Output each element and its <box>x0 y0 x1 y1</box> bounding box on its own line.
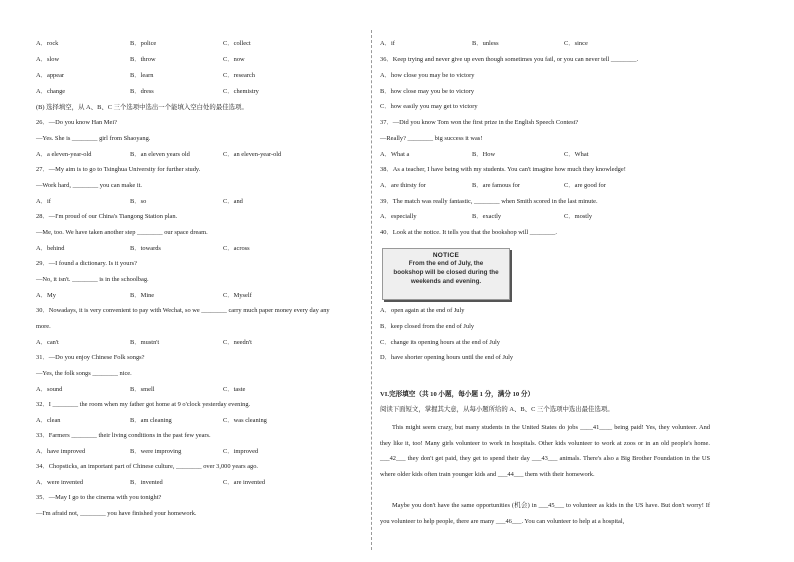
notice-title: NOTICE <box>432 252 460 259</box>
q26-c: C．an eleven-year-old <box>223 151 282 158</box>
q23-a: A．slow <box>36 56 60 63</box>
q40-c: C．change its opening hours at the end of July <box>380 339 500 346</box>
q36-stem: 36．Keep trying and never give up even though sometimes you fail, or you can never tell ________. <box>380 56 639 63</box>
q31-c: C．taste <box>223 386 246 393</box>
q30-b: B．mustn't <box>130 339 160 346</box>
q27-a: A．if <box>36 198 51 205</box>
q29-a: A．My <box>36 292 56 299</box>
q27-c: C．and <box>223 198 243 205</box>
q39-b: B．exactly <box>472 213 502 220</box>
q26-a: A．a eleven-year-old <box>36 151 92 158</box>
q23-c: C．now <box>223 56 245 63</box>
q34-c: C．are invented <box>223 479 266 486</box>
q30-stem: 30．Nowadays, it is very convenient to pay with Wechat, so we ________ carry much paper money every day any <box>36 307 330 314</box>
q30-a: A．can't <box>36 339 59 346</box>
q35-stem: 35．—May I go to the cinema with you tonight? <box>36 494 162 501</box>
q37-stem: 37．—Did you know Tom won the first prize in the English Speech Contest? <box>380 119 579 126</box>
q39-a: A．especially <box>380 213 417 220</box>
q36-b: B．how close may you be to victory <box>380 88 475 95</box>
q33-b: B．were improving <box>130 448 182 455</box>
q29-stem: 29．—I found a dictionary. Is it yours? <box>36 260 137 267</box>
notice-line-2: bookshop will be closed during the <box>393 269 499 276</box>
q22-b: B．police <box>130 40 157 47</box>
q39-c: C．mostly <box>564 213 593 220</box>
q40-b: B．keep closed from the end of July <box>380 323 475 330</box>
column-divider <box>371 30 372 550</box>
q24-b: B．learn <box>130 72 154 79</box>
section-b-instruction: (B) 选择填空，从 A、B、C 三个选项中选出一个能填入空白处的最佳选项。 <box>36 104 248 111</box>
q33-c: C．improved <box>223 448 259 455</box>
q35-a: A．if <box>380 40 395 47</box>
q38-c: C．are good for <box>564 182 606 189</box>
section6-title: VI.完形填空（共 10 小题，每小题 1 分，满分 10 分） <box>380 391 535 398</box>
q32-stem: 32．I ________ the room when my father got home at 9 o'clock yesterday evening. <box>36 401 251 408</box>
q33-stem: 33．Farmers ________ their living conditions in the past few years. <box>36 432 211 439</box>
q36-a: A．how close you may be to victory <box>380 72 475 79</box>
q37-b: B．How <box>472 151 496 158</box>
q33-a: A．have improved <box>36 448 86 455</box>
q29-stem2: —No, it isn't. ________ is in the schoolbag. <box>36 276 149 283</box>
q27-stem2: —Work hard, ________ you can make it. <box>36 182 142 189</box>
q38-b: B．are famous for <box>472 182 520 189</box>
q38-stem: 38．As a teacher, I have being with my students. You can't imagine how much they knowledge! <box>380 166 626 173</box>
q31-a: A．sound <box>36 386 63 393</box>
q38-a: A．are thirsty for <box>380 182 426 189</box>
q35-b: B．unless <box>472 40 499 47</box>
q26-stem: 26．—Do you know Han Mei? <box>36 119 117 126</box>
q32-a: A．clean <box>36 417 61 424</box>
q39-stem: 39．The match was really fantastic, ________ when Smith scored in the last minute. <box>380 198 598 205</box>
q31-stem: 31．—Do you enjoy Chinese Folk songs? <box>36 354 145 361</box>
q28-a: A．behind <box>36 245 65 252</box>
q24-c: C．research <box>223 72 255 79</box>
passage-paragraph-2: Maybe you don't have the same opportunities (机会) in ___45___ to volunteer as kids in the US have. But don't worry! If you volunteer to help people, there are many ___46___. You can volunteer to help at a hospital, <box>380 502 710 525</box>
q37-stem2: —Really? ________ big success it was! <box>380 135 483 142</box>
notice-line-3: weekends and evening. <box>410 278 482 285</box>
q31-b: B．smell <box>130 386 155 393</box>
q31-stem2: —Yes, the folk songs ________ nice. <box>36 370 132 377</box>
q35-stem2: —I'm afraid not, ________ you have finished your homework. <box>36 510 197 517</box>
q37-c: C．What <box>564 151 589 158</box>
q25-b: B．dress <box>130 88 154 95</box>
q28-stem2: —Me, too. We have taken another step ________ our space dream. <box>36 229 208 236</box>
passage-paragraph-1: This might seem crazy, but many students in the United States do jobs ____41____ being paid! Yes, they volunteer. And they like it, too! Many girls volunteer to work in hospitals. Other kids volunteer to work at zoos or in an old people's home. ___42___ they don't get paid, they get to spend their day ___43___ animals. There's also a Big Brother Foundation in the US where older kids often train younger kids and ___44___ them with their homework. <box>380 424 710 478</box>
q27-b: B．so <box>130 198 147 205</box>
q34-stem: 34．Chopsticks, an important part of Chinese culture, ________ over 3,000 years ago. <box>36 463 259 470</box>
q26-b: B．an eleven years old <box>130 151 190 158</box>
q32-b: B．am cleaning <box>130 417 172 424</box>
q25-a: A．change <box>36 88 66 95</box>
section6-instruction: 阅读下面短文，掌握其大意，从每小题所给的 A、B、C 三个选项中选出最佳选项。 <box>380 406 614 413</box>
q29-c: C．Myself <box>223 292 252 299</box>
q37-a: A．What a <box>380 151 410 158</box>
q24-a: A．appear <box>36 72 65 79</box>
q28-c: C．across <box>223 245 250 252</box>
q30-stem2: more. <box>36 323 51 330</box>
notice-image <box>382 248 510 300</box>
q28-stem: 28．—I'm proud of our China's Tiangong Station plan. <box>36 213 178 220</box>
q40-stem: 40．Look at the notice. It tells you that the bookshop will ________. <box>380 229 557 236</box>
q29-b: B．Mine <box>130 292 155 299</box>
q32-c: C．was cleaning <box>223 417 267 424</box>
q35-c: C．since <box>564 40 588 47</box>
q34-a: A．were invented <box>36 479 84 486</box>
q26-stem2: —Yes. She is ________ girl from Shaoyang. <box>36 135 151 142</box>
q40-d: D．have shorter opening hours until the end of July <box>380 354 514 361</box>
q25-c: C．chemistry <box>223 88 259 95</box>
q22-a: A．rock <box>36 40 59 47</box>
q36-c: C．how easily you may get to victory <box>380 103 478 110</box>
q27-stem: 27．—My aim is to go to Tsinghua University for further study. <box>36 166 201 173</box>
q34-b: B．invented <box>130 479 163 486</box>
q28-b: B．towards <box>130 245 161 252</box>
q22-c: C．collect <box>223 40 251 47</box>
q23-b: B．throw <box>130 56 156 63</box>
q30-c: C．needn't <box>223 339 252 346</box>
q40-a: A．open again at the end of July <box>380 307 465 314</box>
notice-line-1: From the end of July, the <box>408 260 484 267</box>
